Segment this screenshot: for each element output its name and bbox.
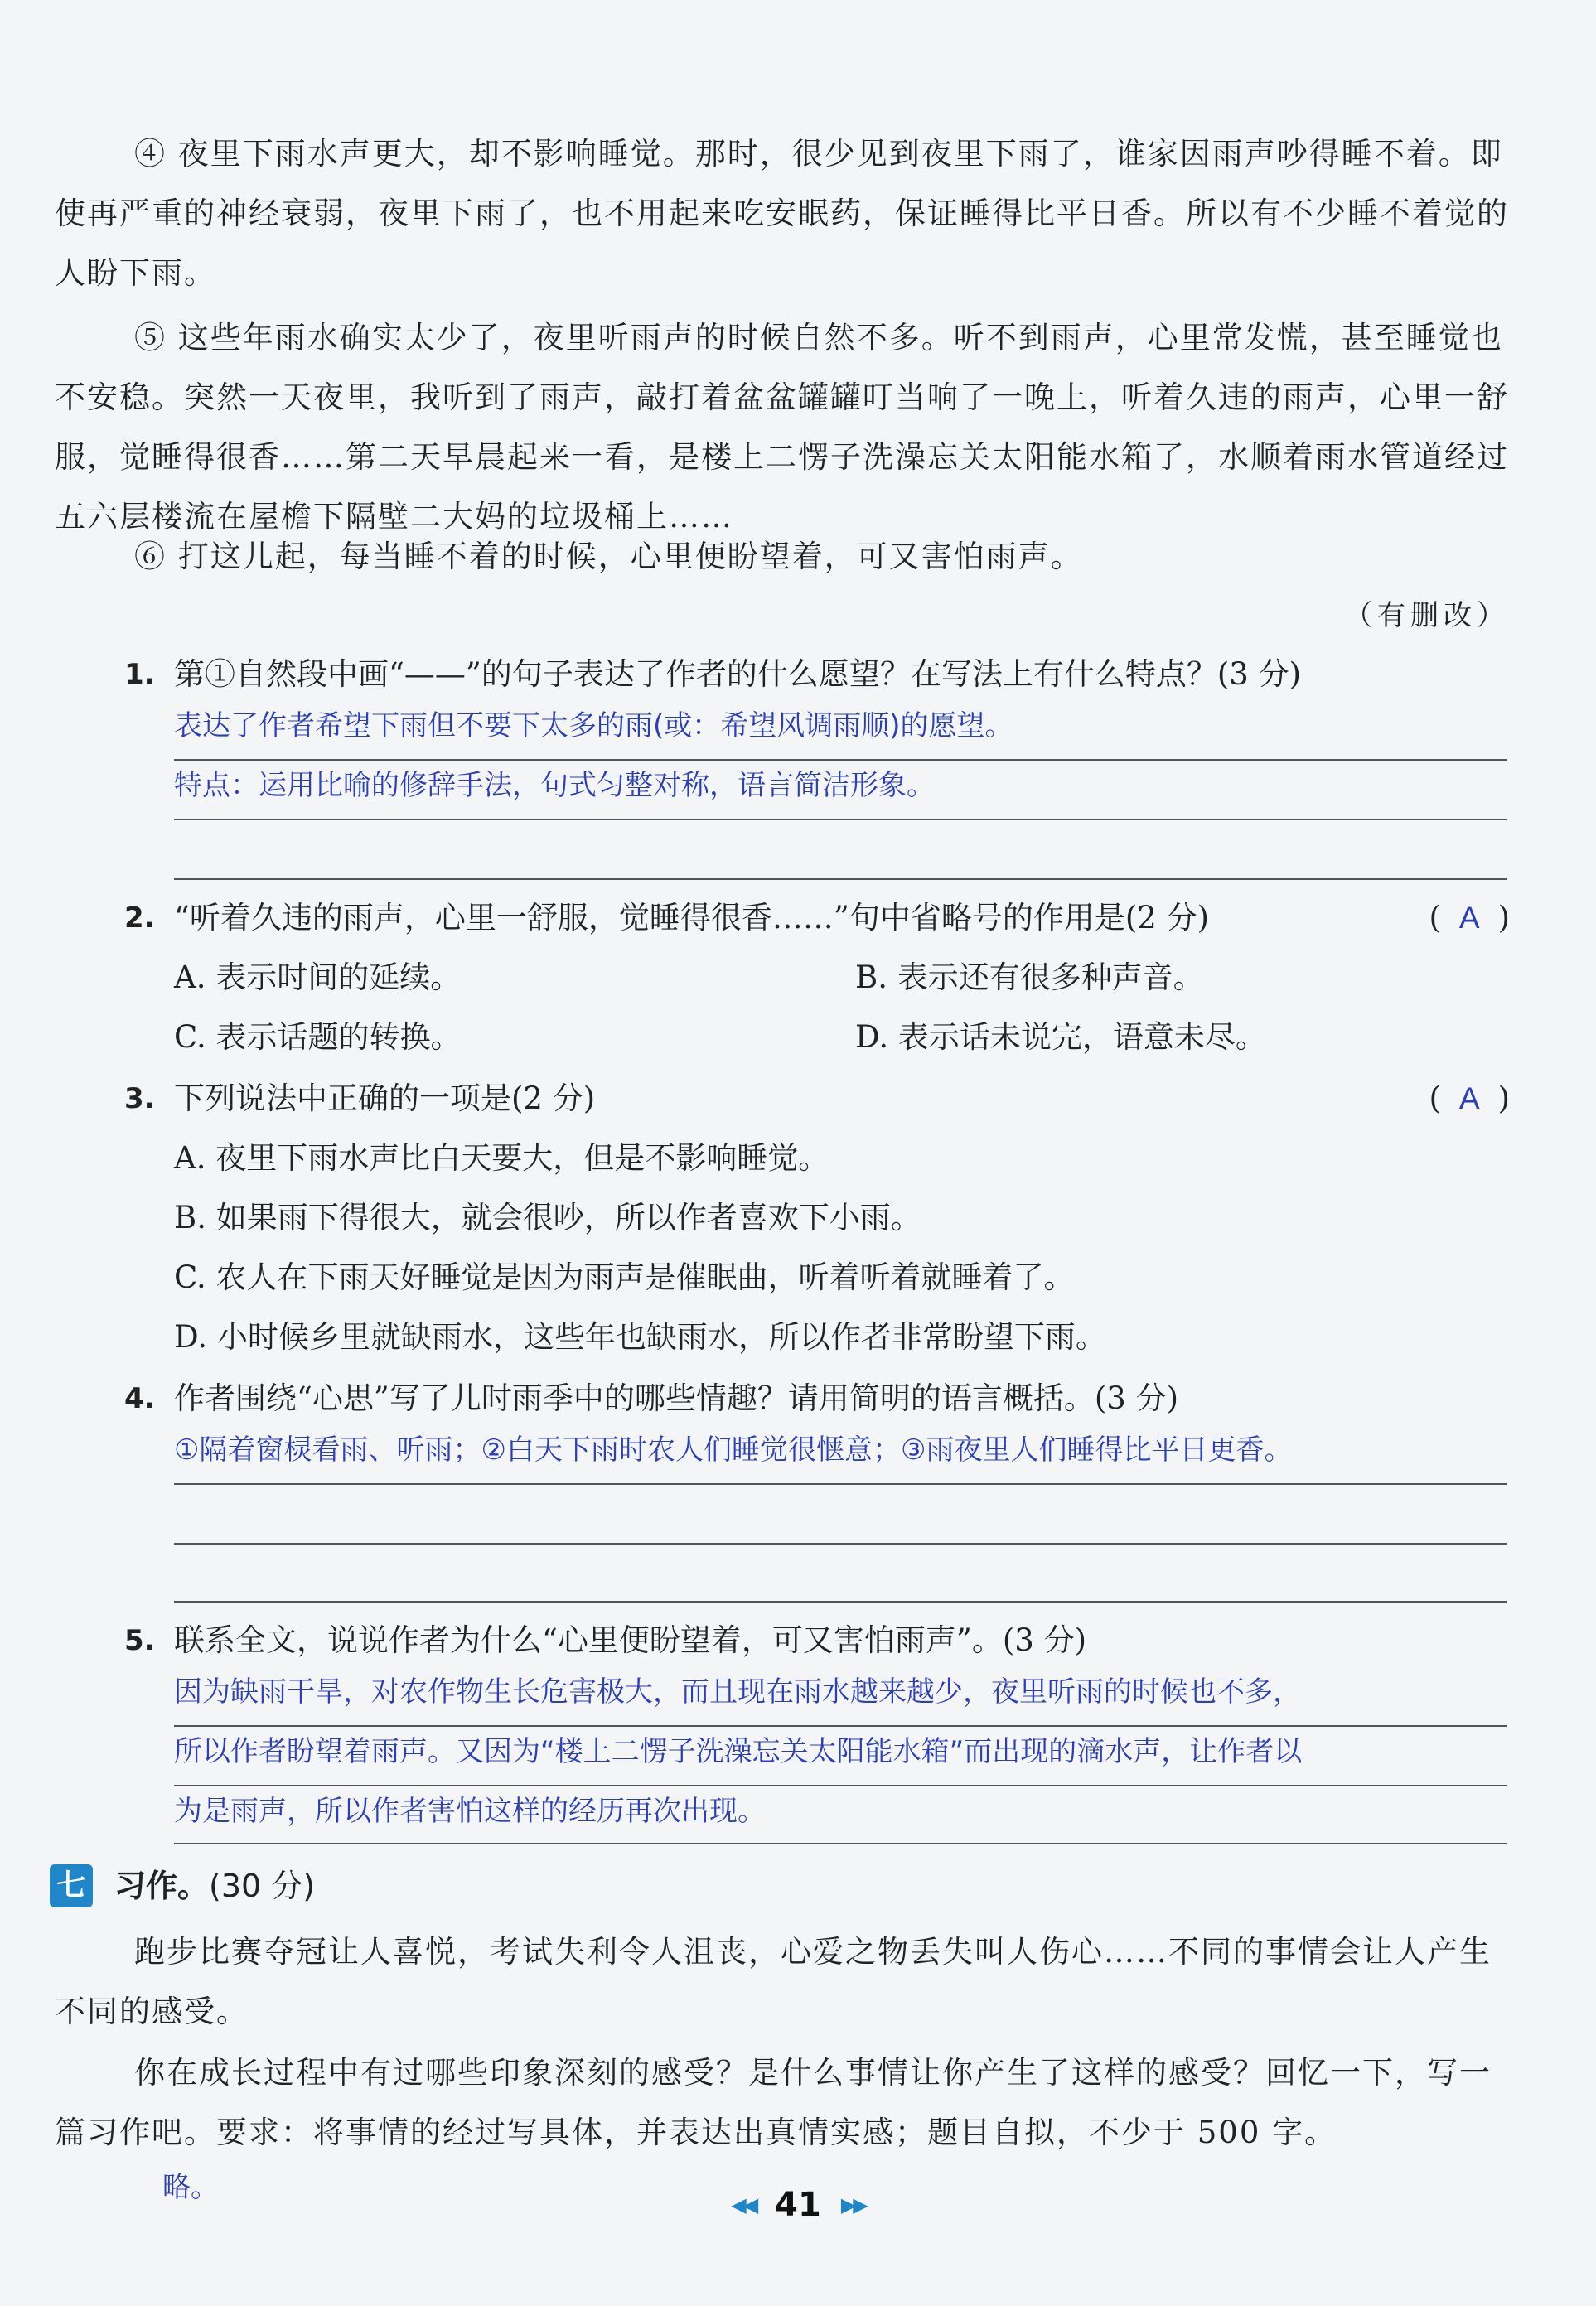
page-number: 41 bbox=[775, 2186, 821, 2224]
answer-rule bbox=[174, 1601, 1507, 1603]
question-2-answer-bracket bbox=[1429, 893, 1510, 943]
question-5-text: 联系全文，说说作者为什么“心里便盼望着，可又害怕雨声”。(3 分) bbox=[174, 1622, 1087, 1658]
question-2-option-c: C. 表示话题的转换。 bbox=[174, 1019, 462, 1055]
prev-arrows-icon: ◀◀ bbox=[731, 2193, 756, 2217]
answer-rule bbox=[174, 1725, 1507, 1727]
question-3-answer: A bbox=[1458, 1081, 1480, 1115]
answer-rule bbox=[174, 1483, 1507, 1485]
question-4-text: 作者围绕“心思”写了儿时雨季中的哪些情趣？请用简明的语言概括。(3 分) bbox=[174, 1380, 1179, 1416]
page-footer bbox=[0, 2186, 1596, 2224]
question-1-answer-line-2: 特点：运用比喻的修辞手法，句式匀整对称，语言简洁形象。 bbox=[174, 769, 935, 802]
essay-prompt-paragraph-2: 你在成长过程中有过哪些印象深刻的感受？是什么事情让你产生了这样的感受？回忆一下，写一篇习作吧。要求：将事情的经过写具体，并表达出真情实感；题目自拟，不少于 500 字。 bbox=[55, 2055, 1492, 2150]
next-arrows-icon: ▶▶ bbox=[840, 2193, 865, 2217]
question-2-number: 2. bbox=[124, 902, 155, 935]
passage-paragraph-4: ④ 夜里下雨水声更大，却不影响睡觉。那时，很少见到夜里下雨了，谁家因雨声吵得睡不着。即使再严重的神经衰弱，夜里下雨了，也不用起来吃安眠药，保证睡得比平日香。所以有不少睡不着觉的人盼下雨。 bbox=[55, 136, 1509, 291]
bracket-open: ( bbox=[1429, 900, 1441, 935]
answer-rule bbox=[174, 1543, 1507, 1545]
question-3-option-b: B. 如果雨下得很大，就会很吵，所以作者喜欢下小雨。 bbox=[174, 1200, 921, 1235]
question-3-option-c: C. 农人在下雨天好睡觉是因为雨声是催眠曲，听着听着就睡着了。 bbox=[174, 1259, 1075, 1295]
question-4-answer-line-1: ①隔着窗棂看雨、听雨；②白天下雨时农人们睡觉很惬意；③雨夜里人们睡得比平日更香。 bbox=[174, 1433, 1293, 1467]
section-7-title-text: 习作。 bbox=[114, 1868, 210, 1904]
question-2-answer: A bbox=[1458, 901, 1480, 935]
question-2-text: “听着久违的雨声，心里一舒服，觉睡得很香……”句中省略号的作用是(2 分) bbox=[174, 900, 1210, 935]
bracket-close: ) bbox=[1497, 1080, 1510, 1116]
question-3-option-d: D. 小时候乡里就缺雨水，这些年也缺雨水，所以作者非常盼望下雨。 bbox=[174, 1319, 1106, 1355]
question-3-number: 3. bbox=[124, 1082, 155, 1115]
question-2-option-d: D. 表示话未说完，语意未尽。 bbox=[855, 1019, 1266, 1055]
question-1-number: 1. bbox=[124, 658, 155, 691]
source-note: （有删改） bbox=[1344, 599, 1510, 632]
question-5-answer-line-3: 为是雨声，所以作者害怕这样的经历再次出现。 bbox=[174, 1795, 766, 1828]
bracket-close: ) bbox=[1497, 900, 1510, 935]
question-5-number: 5. bbox=[124, 1624, 155, 1657]
question-2-option-b: B. 表示还有很多种声音。 bbox=[855, 960, 1204, 995]
question-1-answer-line-1: 表达了作者希望下雨但不要下太多的雨(或：希望风调雨顺)的愿望。 bbox=[174, 709, 1013, 742]
section-7-points: (30 分) bbox=[209, 1868, 316, 1904]
essay-answer: 略。 bbox=[162, 2171, 219, 2204]
question-1-text: 第①自然段中画“——”的句子表达了作者的什么愿望？在写法上有什么特点？(3 分) bbox=[174, 656, 1302, 692]
answer-rule bbox=[174, 759, 1507, 761]
section-7-badge: 七 bbox=[50, 1864, 93, 1907]
passage-paragraph-6: ⑥ 打这儿起，每当睡不着的时候，心里便盼望着，可又害怕雨声。 bbox=[134, 539, 1083, 574]
question-3-text: 下列说法中正确的一项是(2 分) bbox=[174, 1080, 596, 1116]
answer-rule bbox=[174, 819, 1507, 820]
passage-paragraph-5: ⑤ 这些年雨水确实太少了，夜里听雨声的时候自然不多。听不到雨声，心里常发慌，甚至睡觉也不安稳。突然一天夜里，我听到了雨声，敲打着盆盆罐罐叮当响了一晚上，听着久违的雨声，心里一舒服，觉睡得很香……第二天早晨起来一看，是楼上二愣子洗澡忘关太阳能水箱了，水顺着雨水管道经过五六层楼流在屋檐下隔壁二大妈的垃圾桶上…… bbox=[55, 320, 1509, 534]
answer-rule bbox=[174, 1843, 1507, 1844]
essay-prompt-paragraph-1: 跑步比赛夺冠让人喜悦，考试失利令人沮丧，心爱之物丢失叫人伤心……不同的事情会让人产生不同的感受。 bbox=[55, 1934, 1492, 2029]
answer-rule bbox=[174, 878, 1507, 880]
question-5-answer-line-2: 所以作者盼望着雨声。又因为“楼上二愣子洗澡忘关太阳能水箱”而出现的滴水声，让作者以 bbox=[174, 1735, 1303, 1768]
question-2-option-a: A. 表示时间的延续。 bbox=[174, 960, 462, 995]
section-7-title bbox=[114, 1863, 315, 1909]
bracket-open: ( bbox=[1429, 1080, 1441, 1116]
question-5-answer-line-1: 因为缺雨干旱，对农作物生长危害极大，而且现在雨水越来越少，夜里听雨的时候也不多， bbox=[174, 1675, 1301, 1709]
question-3-answer-bracket bbox=[1429, 1074, 1510, 1124]
question-3-option-a: A. 夜里下雨水声比白天要大，但是不影响睡觉。 bbox=[174, 1140, 829, 1176]
question-4-number: 4. bbox=[124, 1382, 155, 1415]
answer-rule bbox=[174, 1785, 1507, 1786]
